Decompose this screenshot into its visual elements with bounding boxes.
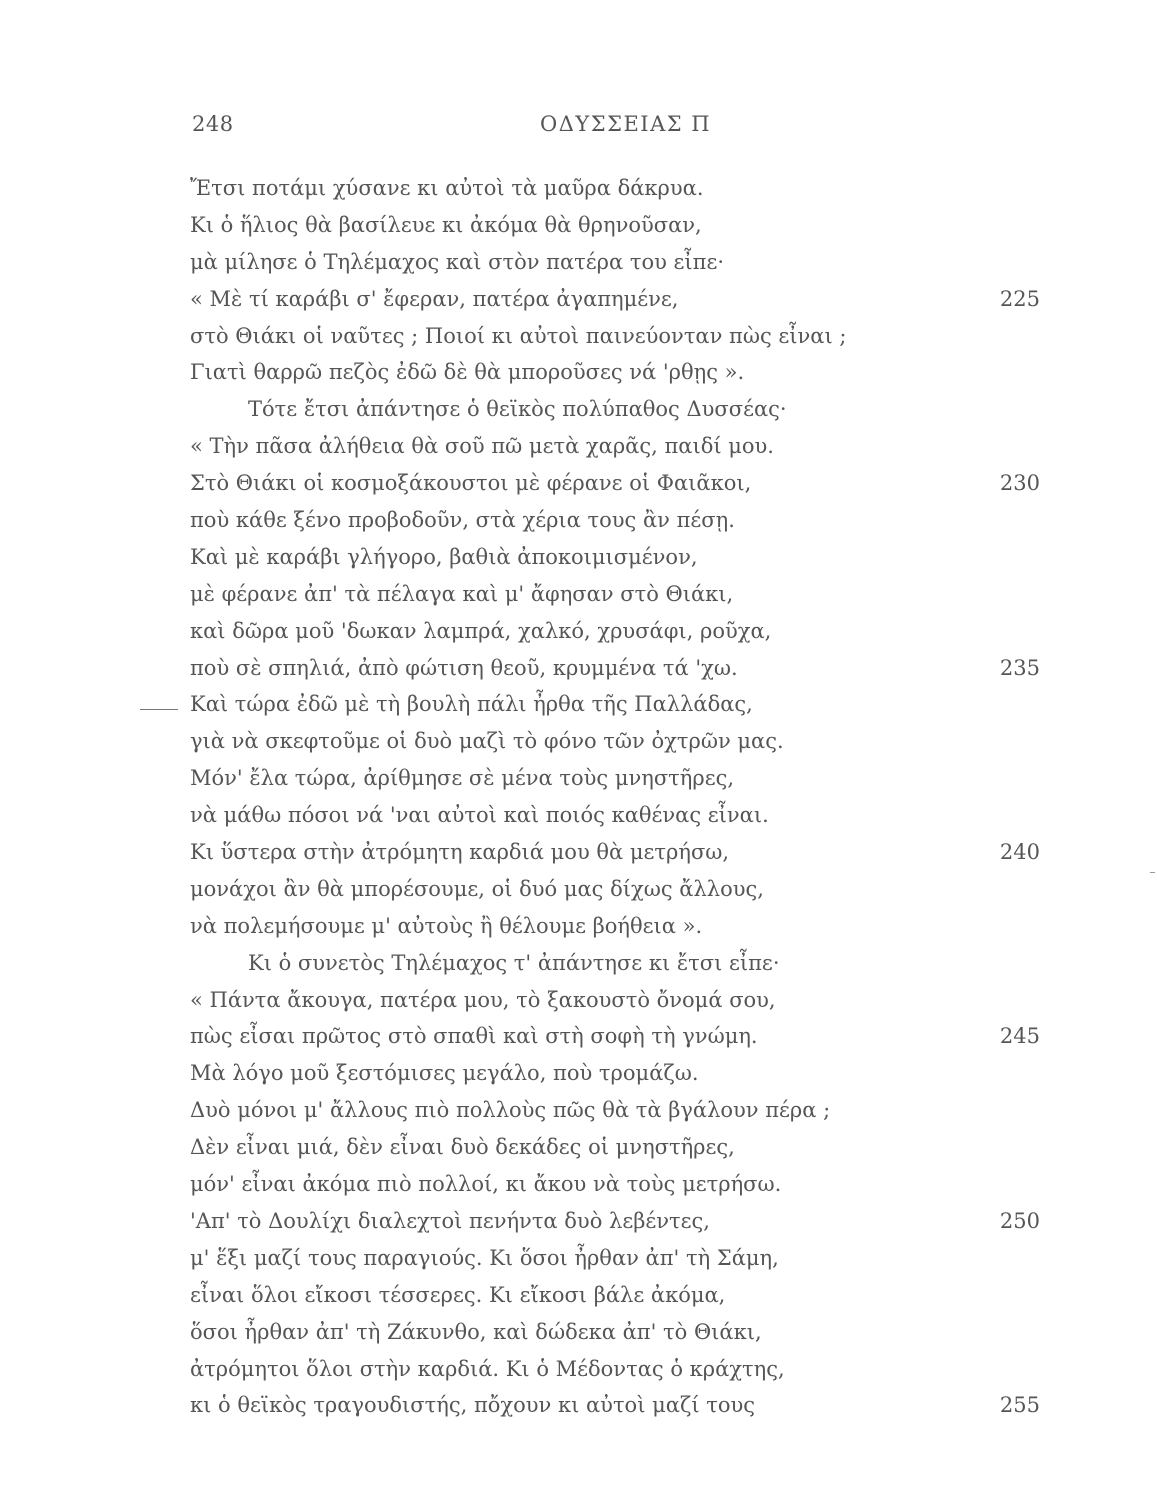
verse-line — [190, 1240, 1040, 1277]
verse-line — [190, 281, 1040, 318]
verse-text: Κι ὁ ἥλιος θὰ βασίλευε κι ἀκόμα θὰ θρηνοῦσαν, — [190, 212, 702, 237]
verse-line — [190, 613, 1040, 650]
verse-line — [190, 797, 1040, 834]
line-number: 255 — [999, 1393, 1040, 1418]
verse-line — [190, 391, 1040, 428]
verse-line — [190, 1055, 1040, 1092]
verse-text: ποὺ κάθε ξένο προβοδοῦν, στὰ χέρια τους ἂν πέσῃ. — [190, 508, 735, 533]
verse-text: Δυὸ μόνοι μ' ἄλλους πιὸ πολλοὺς πῶς θὰ τὰ βγάλουν πέρα ; — [190, 1098, 831, 1123]
line-number: 240 — [999, 840, 1040, 865]
verse-text: νὰ πολεμήσουμε μ' αὐτοὺς ἢ θέλουμε βοήθεια ». — [190, 913, 703, 938]
verse-text: « Τὴν πᾶσα ἀλήθεια θὰ σοῦ πῶ μετὰ χαρᾶς, παιδί μου. — [190, 434, 774, 459]
verse-text: μόν' εἶναι ἀκόμα πιὸ πολλοί, κι ἄκου νὰ τοὺς μετρήσω. — [190, 1172, 782, 1197]
verse-line — [190, 1314, 1040, 1351]
verse-line — [190, 318, 1040, 355]
verse-text: καὶ δῶρα μοῦ 'δωκαν λαμπρά, χαλκό, χρυσάφι, ροῦχα, — [190, 618, 772, 643]
verse-text: Κι ὕστερα στὴν ἀτρόμητη καρδιά μου θὰ μετρήσω, — [190, 840, 730, 865]
line-number: 230 — [999, 471, 1040, 496]
verse-text: Κι ὁ συνετὸς Τηλέμαχος τ' ἀπάντησε κι ἔτσι εἶπε· — [248, 950, 780, 975]
verse-line — [190, 834, 1040, 871]
verse-line — [190, 428, 1040, 465]
verse-line — [190, 1387, 1040, 1424]
verse-text: εἶναι ὅλοι εἴκοσι τέσσερες. Κι εἴκοσι βάλε ἀκόμα, — [190, 1282, 726, 1307]
verse-line — [190, 871, 1040, 908]
page-number: 248 — [192, 112, 234, 136]
verse-line — [190, 354, 1040, 391]
verse-text: Καὶ τώρα ἐδῶ μὲ τὴ βουλὴ πάλι ἦρθα τῆς Παλλάδας, — [190, 692, 753, 717]
verse-text: μονάχοι ἂν θὰ μπορέσουμε, οἱ δυό μας δίχως ἄλλους, — [190, 876, 764, 901]
margin-dash — [1150, 872, 1155, 873]
verse-text: γιὰ νὰ σκεφτοῦμε οἱ δυὸ μαζὶ τὸ φόνο τῶν ὀχτρῶν μας. — [190, 729, 784, 754]
verse-text: στὸ Θιάκι οἱ ναῦτες ; Ποιοί κι αὐτοὶ παινεύονταν πὼς εἶναι ; — [190, 323, 847, 348]
verse-line — [190, 686, 1040, 723]
verse-line — [190, 207, 1040, 244]
verse-text: πὼς εἶσαι πρῶτος στὸ σπαθὶ καὶ στὴ σοφὴ τὴ γνώμη. — [190, 1024, 758, 1049]
verse-line — [190, 539, 1040, 576]
verse-line — [190, 1166, 1040, 1203]
verse-text: μὲ φέρανε ἀπ' τὰ πέλαγα καὶ μ' ἄφησαν στὸ Θιάκι, — [190, 581, 734, 606]
margin-mark — [140, 709, 178, 710]
verse-line — [190, 945, 1040, 982]
verse-text: « Πάντα ἄκουγα, πατέρα μου, τὸ ξακουστὸ ὄνομά σου, — [190, 987, 776, 1012]
verse-text: Τότε ἔτσι ἀπάντησε ὁ θεϊκὸς πολύπαθος Δυσσέας· — [248, 397, 787, 422]
line-number: 225 — [999, 286, 1040, 311]
verse-text: Δὲν εἶναι μιά, δὲν εἶναι δυὸ δεκάδες οἱ μνηστῆρες, — [190, 1135, 735, 1160]
verse-line — [190, 576, 1040, 613]
line-number: 250 — [999, 1208, 1040, 1233]
verse-text: Μόν' ἔλα τώρα, ἀρίθμησε σὲ μένα τοὺς μνηστῆρες, — [190, 766, 735, 791]
line-number: 235 — [999, 655, 1040, 680]
running-head: ΟΔΥΣΣΕΙΑΣ Π — [540, 112, 712, 136]
verse-line — [190, 760, 1040, 797]
verse-text: νὰ μάθω πόσοι νά 'ναι αὐτοὶ καὶ ποιός καθένας εἶναι. — [190, 803, 769, 828]
verse-line — [190, 1092, 1040, 1129]
verse-text: ἀτρόμητοι ὅλοι στὴν καρδιά. Κι ὁ Μέδοντας ὁ κράχτης, — [190, 1356, 785, 1381]
verse-text: κι ὁ θεϊκὸς τραγουδιστής, πὄχουν κι αὐτοὶ μαζί τους — [190, 1393, 756, 1418]
verse-line — [190, 982, 1040, 1019]
verse-text: Καὶ μὲ καράβι γλήγορο, βαθιὰ ἀποκοιμισμένον, — [190, 544, 698, 569]
verse-line — [190, 1351, 1040, 1388]
verse-line — [190, 1129, 1040, 1166]
verse-text: Γιατὶ θαρρῶ πεζὸς ἐδῶ δὲ θὰ μποροῦσες νά 'ρθῃς ». — [190, 360, 745, 385]
verse-line — [190, 1277, 1040, 1314]
verse-line — [190, 502, 1040, 539]
verse-line — [190, 723, 1040, 760]
verse-text: Ἔτσι ποτάμι χύσανε κι αὐτοὶ τὰ μαῦρα δάκρυα. — [190, 176, 704, 200]
verse-line — [190, 650, 1040, 687]
verse-text: Στὸ Θιάκι οἱ κοσμοξάκουστοι μὲ φέρανε οἱ Φαιᾶκοι, — [190, 471, 752, 496]
verse-text: μ' ἕξι μαζί τους παραγιούς. Κι ὅσοι ἦρθαν ἀπ' τὴ Σάμη, — [190, 1245, 779, 1270]
verse-text: Μὰ λόγο μοῦ ξεστόμισες μεγάλο, ποὺ τρομάζω. — [190, 1061, 699, 1086]
verse-line — [190, 465, 1040, 502]
verse-line — [190, 244, 1040, 281]
poem-body — [190, 170, 1040, 1424]
verse-line — [190, 908, 1040, 945]
verse-text: 'Απ' τὸ Δουλίχι διαλεχτοὶ πενήντα δυὸ λεβέντες, — [190, 1208, 710, 1233]
verse-text: μὰ μίλησε ὁ Τηλέμαχος καὶ στὸν πατέρα του εἶπε· — [190, 249, 725, 274]
verse-text: ὅσοι ἦρθαν ἀπ' τὴ Ζάκυνθο, καὶ δώδεκα ἀπ' τὸ Θιάκι, — [190, 1319, 762, 1344]
verse-line — [190, 1018, 1040, 1055]
verse-text: « Μὲ τί καράβι σ' ἔφεραν, πατέρα ἀγαπημένε, — [190, 286, 679, 311]
verse-text: ποὺ σὲ σπηλιά, ἀπὸ φώτιση θεοῦ, κρυμμένα τά 'χω. — [190, 655, 738, 680]
line-number: 245 — [999, 1024, 1040, 1049]
verse-line — [190, 1203, 1040, 1240]
verse-line — [190, 170, 1040, 207]
